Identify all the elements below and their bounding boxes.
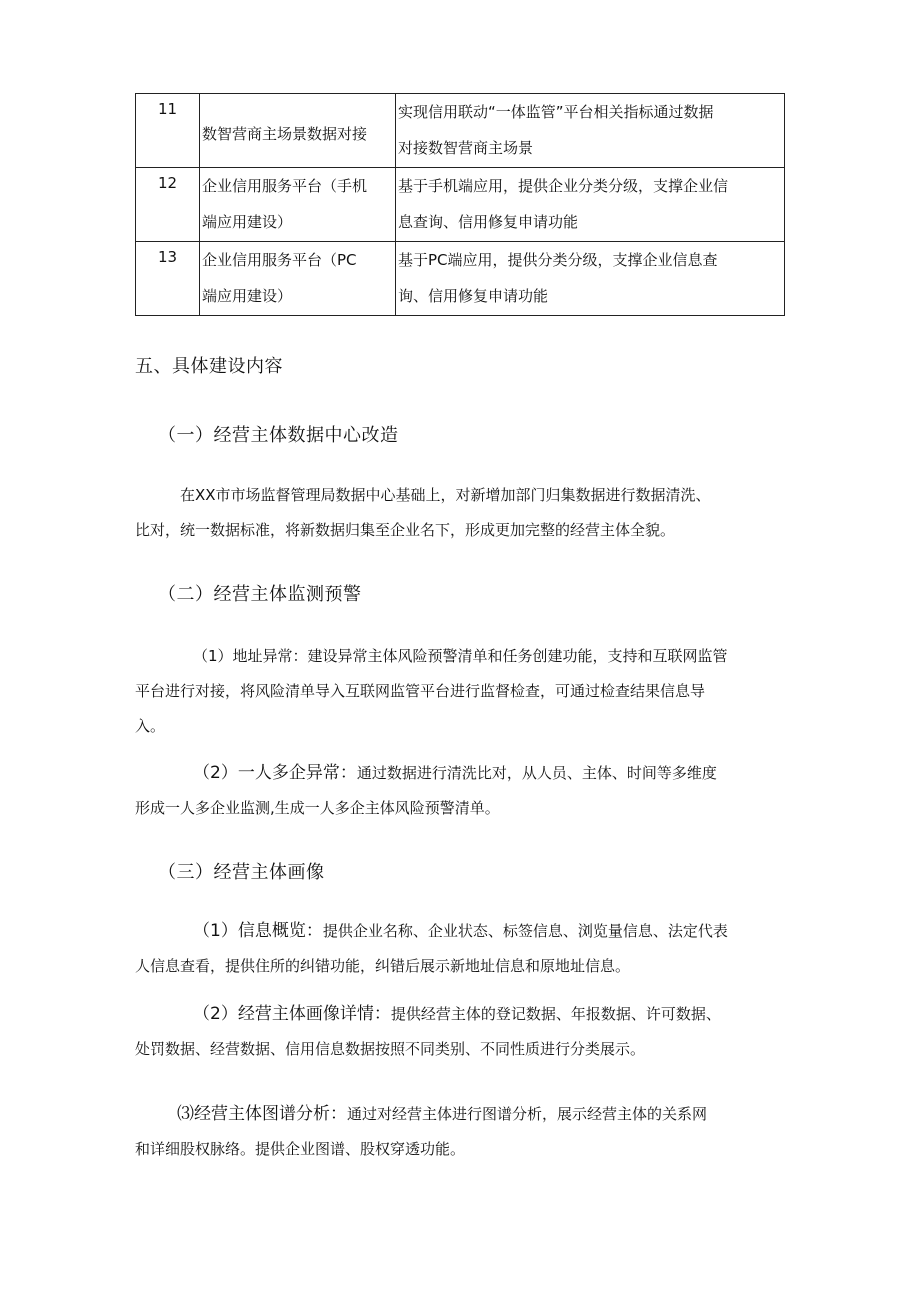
item-text: 建设异常主体风险预警清单和任务创建功能，支持和互联网监管 — [307, 647, 728, 665]
item-lead: （2）经营主体画像详情： — [193, 1004, 391, 1024]
row-number: 11 — [136, 94, 200, 168]
profile-item-3 — [135, 1097, 837, 1167]
item-lead: （1）信息概览： — [193, 921, 323, 941]
paragraph-line: 入。 — [135, 717, 166, 735]
paragraph-line: 在XX市市场监督管理局数据中心基础上，对新增加部门归集数据进行数据清洗、 — [180, 486, 711, 504]
paragraph-line: 形成一人多企业监测,生成一人多企主体风险预警清单。 — [135, 799, 500, 817]
item-description — [396, 242, 785, 316]
description-line: 息查询、信用修复申请功能 — [398, 213, 579, 231]
subsection-title-2: （二）经营主体监测预警 — [158, 584, 362, 605]
item-text: 提供企业名称、企业状态、标签信息、浏览量信息、法定代表 — [322, 922, 728, 940]
description-line: 基于PC端应用，提供分类分级，支撑企业信息查 — [398, 251, 718, 269]
paragraph-line: 比对，统一数据标准，将新数据归集至企业名下，形成更加完整的经营主体全貌。 — [135, 521, 676, 539]
description-line: 基于手机端应用，提供企业分类分级，支撑企业信 — [398, 177, 729, 195]
item-name-line: 端应用建设） — [202, 213, 293, 231]
paragraph-line: 处罚数据、经营数据、信用信息数据按照不同类别、不同性质进行分类展示。 — [135, 1040, 646, 1058]
item-name — [200, 94, 396, 168]
description-line: 对接数智营商主场景 — [398, 139, 534, 157]
description-line: 实现信用联动“一体监管”平台相关指标通过数据 — [398, 103, 714, 121]
warning-item-2 — [135, 756, 853, 826]
item-text: 提供经营主体的登记数据、年报数据、许可数据、 — [390, 1005, 721, 1023]
item-lead: （1）地址异常： — [193, 647, 308, 665]
profile-item-1 — [135, 914, 853, 984]
item-text: 通过数据进行清洗比对，从人员、主体、时间等多维度 — [356, 764, 717, 782]
subsection-title-3: （三）经营主体画像 — [158, 862, 325, 883]
paragraph-line — [193, 997, 853, 1032]
item-name-line: 企业信用服务平台（PC — [202, 251, 357, 269]
item-name — [200, 242, 396, 316]
warning-item-1 — [135, 639, 853, 744]
paragraph-line — [193, 914, 853, 949]
paragraph-line: 和详细股权脉络。提供企业图谱、股权穿透功能。 — [135, 1140, 466, 1158]
paragraph-line — [193, 639, 853, 674]
paragraph-line: 人信息查看，提供住所的纠错功能，纠错后展示新地址信息和原地址信息。 — [135, 957, 631, 975]
paragraph-line: 平台进行对接，将风险清单导入互联网监管平台进行监督检查，可通过检查结果信息导 — [135, 682, 706, 700]
item-name-text: 数智营商主场景数据对接 — [202, 125, 368, 143]
profile-item-2 — [135, 997, 853, 1067]
item-name — [200, 168, 396, 242]
item-description — [396, 94, 785, 168]
row-number: 12 — [136, 168, 200, 242]
paragraph-line — [193, 756, 853, 791]
subsection-1-paragraph — [135, 478, 820, 548]
table-row — [136, 242, 785, 316]
subsection-title-1: （一）经营主体数据中心改造 — [158, 425, 399, 446]
description-line: 询、信用修复申请功能 — [398, 287, 549, 305]
item-name-line: 企业信用服务平台（手机 — [202, 177, 368, 195]
item-description — [396, 168, 785, 242]
item-text: 通过对经营主体进行图谱分析，展示经营主体的关系网 — [347, 1105, 708, 1123]
item-lead: ⑶经营主体图谱分析： — [177, 1104, 347, 1124]
row-number: 13 — [136, 242, 200, 316]
item-name-line: 端应用建设） — [202, 287, 293, 305]
item-lead: （2）一人多企异常： — [193, 763, 357, 783]
section-title: 五、具体建设内容 — [135, 356, 283, 377]
table-row — [136, 168, 785, 242]
paragraph-line — [177, 1097, 837, 1132]
table-row — [136, 94, 785, 168]
requirements-table — [135, 93, 785, 316]
